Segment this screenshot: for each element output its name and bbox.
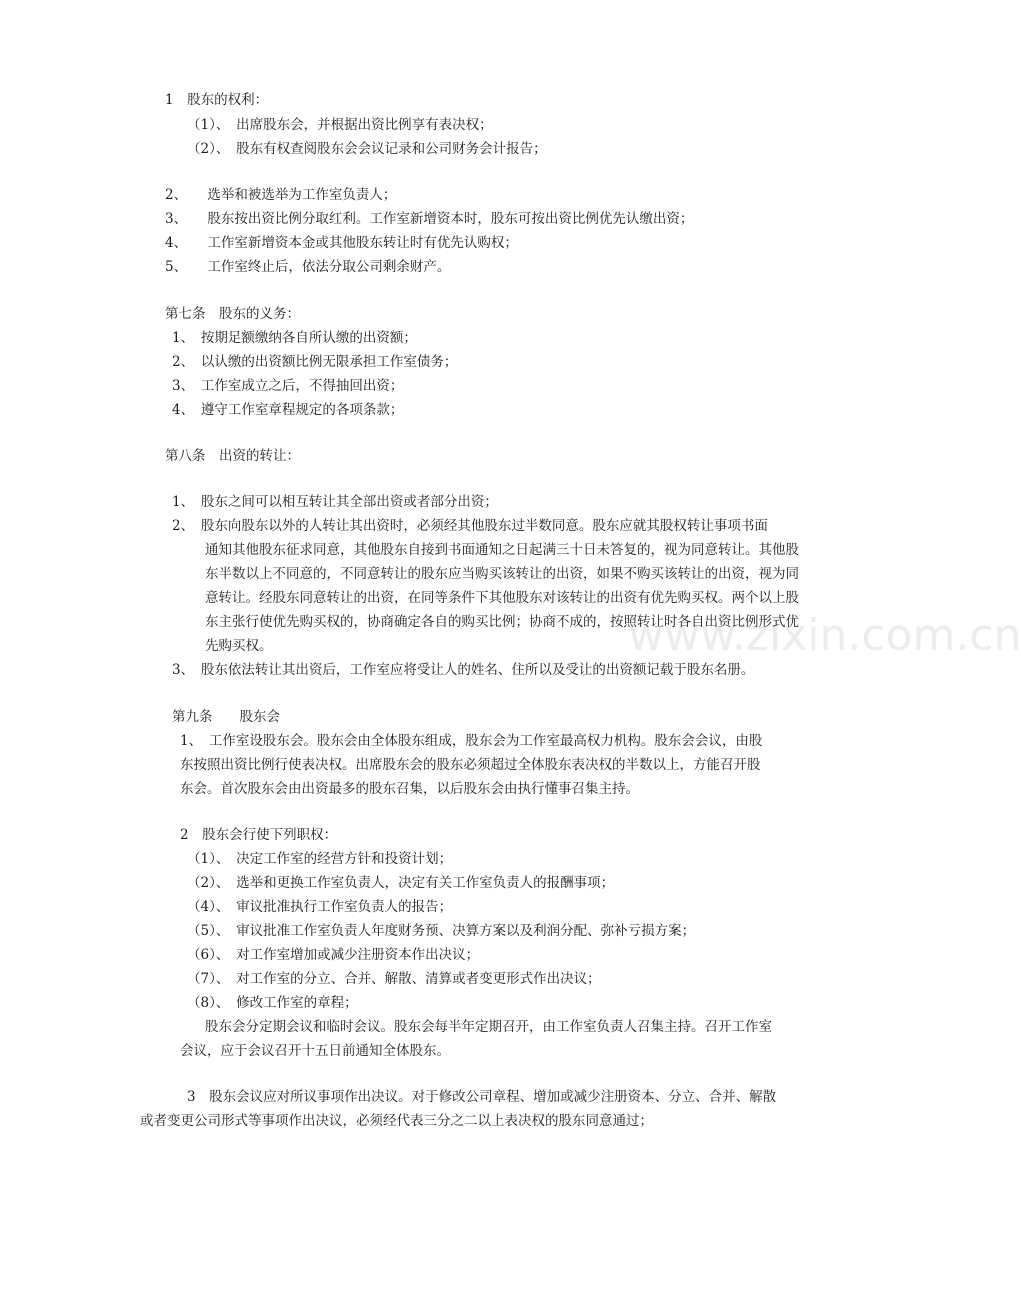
watermark: www.zixin.com.cn <box>628 610 1021 661</box>
article-9-para-3-line: 3 股东会议应对所议事项作出决议。对于修改公司章程、增加或减少注册资本、分立、合并、解散 <box>187 1089 777 1105</box>
article-9-meeting-note-line: 股东会分定期会议和临时会议。股东会每半年定期召开，由工作室负责人召集主持。召开工作室 <box>205 1019 772 1035</box>
rights-item-4: 4、 工作室新增资本金或其他股东转让时有优先认购权； <box>165 235 518 251</box>
article-8-item-2-line: 东主张行使优先购买权的，协商确定各自的购买比例；协商不成的，按照转让时各自出资比例形式优 <box>205 614 799 630</box>
article-9-power-item: （1）、 决定工作室的经营方针和投资计划； <box>187 851 453 867</box>
rights-item-3: 3、 股东按出资比例分取红利。工作室新增资本时，股东可按出资比例优先认缴出资； <box>165 211 694 227</box>
rights-item-2: 2、 选举和被选举为工作室负责人； <box>165 187 397 203</box>
article-9-title: 第九条 股东会 <box>172 709 280 725</box>
rights-title: 1 股东的权利： <box>165 92 269 108</box>
rights-sub-item-1: （1）、 出席股东会，并根据出资比例享有表决权； <box>187 117 493 133</box>
article-7-item-4: 4、 遵守工作室章程规定的各项条款； <box>172 402 404 418</box>
article-9-para-1-line: 东按照出资比例行使表决权。出席股东会的股东必须超过全体股东表决权的半数以上，方能召开股 <box>180 757 761 773</box>
rights-sub-item-2: （2）、 股东有权查阅股东会会议记录和公司财务会计报告； <box>187 141 547 157</box>
article-7-item-3: 3、 工作室成立之后，不得抽回出资； <box>172 378 404 394</box>
article-9-power-item: （8）、 修改工作室的章程； <box>187 995 358 1011</box>
article-7-title: 第七条 股东的义务： <box>165 306 300 322</box>
article-8-item-3: 3、 股东依法转让其出资后，工作室应将受让人的姓名、住所以及受让的出资额记载于股东名册。 <box>172 662 755 678</box>
article-8-item-2-line: 通知其他股东征求同意，其他股东自接到书面通知之日起满三十日未答复的，视为同意转让。其他股 <box>205 542 799 558</box>
article-9-power-item: （6）、 对工作室增加或减少注册资本作出决议； <box>187 947 480 963</box>
article-9-para-3-line: 或者变更公司形式等事项作出决议，必须经代表三分之二以上表决权的股东同意通过； <box>140 1113 653 1129</box>
article-8-item-2-line: 东半数以上不同意的，不同意转让的股东应当购买该转让的出资，如果不购买该转让的出资，视为同 <box>205 566 799 582</box>
article-9-power-item: （4）、 审议批准执行工作室负责人的报告； <box>187 899 453 915</box>
article-9-para-1-line: 1、 工作室设股东会。股东会由全体股东组成，股东会为工作室最高权力机构。股东会会议，由股 <box>180 733 763 749</box>
article-8-item-1: 1、 股东之间可以相互转让其全部出资或者部分出资； <box>172 494 498 510</box>
article-9-para-1-line: 东会。首次股东会由出资最多的股东召集，以后股东会由执行懂事召集主持。 <box>180 781 639 797</box>
article-7-item-1: 1、 按期足额缴纳各自所认缴的出资额； <box>172 330 417 346</box>
article-9-meeting-note-line: 会议，应于会议召开十五日前通知全体股东。 <box>180 1043 450 1059</box>
article-8-item-2-line: 2、 股东向股东以外的人转让其出资时，必须经其他股东过半数同意。股东应就其股权转让事项书面 <box>172 518 768 534</box>
article-8-item-2-line: 先购买权。 <box>205 638 273 654</box>
article-9-para-2-title: 2 股东会行使下列职权： <box>180 827 338 843</box>
article-7-item-2: 2、 以认缴的出资额比例无限承担工作室债务； <box>172 354 458 370</box>
rights-item-5: 5、 工作室终止后，依法分取公司剩余财产。 <box>165 259 451 275</box>
article-8-item-2-line: 意转让。经股东同意转让的出资，在同等条件下其他股东对该转让的出资有优先购买权。两个以上股 <box>205 590 799 606</box>
article-9-power-item: （5）、 审议批准工作室负责人年度财务预、决算方案以及利润分配、弥补亏损方案； <box>187 923 696 939</box>
article-8-title: 第八条 出资的转让： <box>165 448 300 464</box>
article-9-power-item: （7）、 对工作室的分立、合并、解散、清算或者变更形式作出决议； <box>187 971 601 987</box>
article-9-power-item: （2）、 选举和更换工作室负责人，决定有关工作室负责人的报酬事项； <box>187 875 615 891</box>
